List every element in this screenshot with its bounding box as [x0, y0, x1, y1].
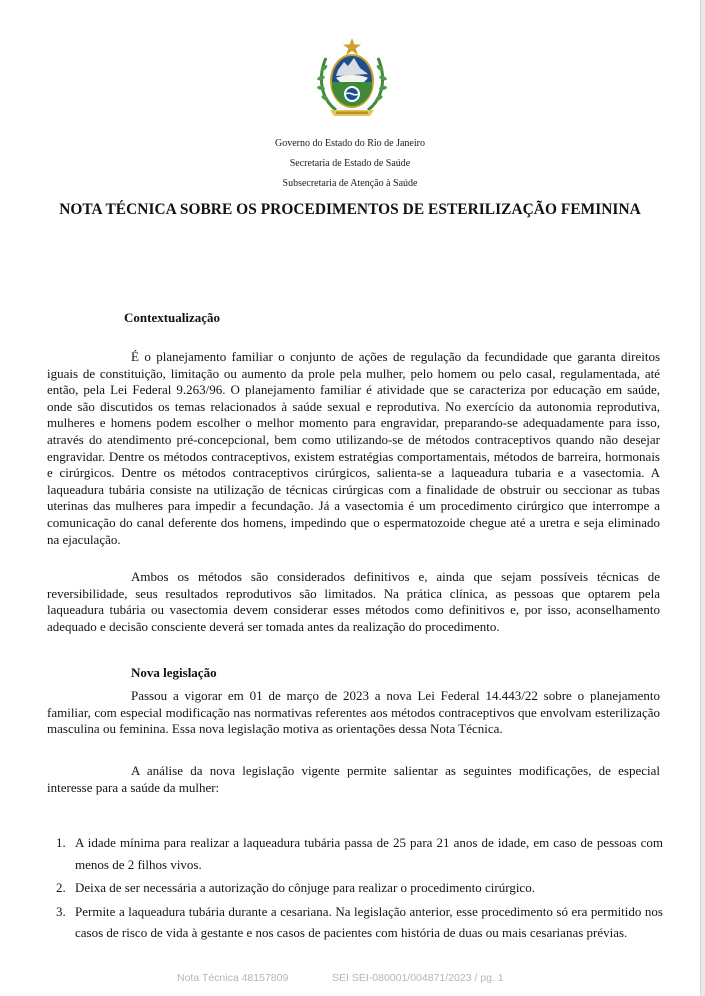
list-item-number: 2.: [56, 880, 66, 895]
paragraph-nova-legislacao-1: [47, 688, 660, 738]
viewer-scrollbar-edge[interactable]: [700, 0, 705, 996]
header-secretariat-line: Secretaria de Estado de Saúde: [289, 158, 411, 169]
paragraph-contextualizacao-2: [47, 569, 660, 635]
footer-doc-number: Nota Técnica 48157809: [177, 972, 289, 984]
paragraph-text: É o planejamento familiar o conjunto de ações de regulação da fecundidade que garanta direitos iguais de constituição, limitação ou aumento da prole pela mulher, pelo homem ou pelo casal, regulamentada, até então, pela Lei Federal 9.263/96. O planejamento familiar é atividade que se caracteriza por educação em saúde, onde são discutidos os temas relacionados à saúde sexual e reprodutiva. No exercício da autonomia reprodutiva, mulheres e homens podem escolher o melhor momento para engravidar, preparando-se adequadamente para isso, através do atendimento pré-concepcional, bem como utilizando-se de métodos contraceptivos quando não desejar engravidar. Dentre os métodos contraceptivos, existem estratégias comportamentais, métodos de barreira, hormonais e cirúrgicos. Dentre os métodos contraceptivos cirúrgicos, salienta-se a laqueadura tubaria e a vasectomia. A laqueadura tubária consiste na utilização de técnicas cirúrgicas com a finalidade de obstruir ou seccionar as tubas uterinas das mulheres para impedir a fecundação. Já a vasectomia é um procedimento cirúrgico que interrompe a comunicação do canal deferente dos homens, impedindo que o espermatozoide chegue até a uretra e seja eliminado na ejaculação.: [47, 349, 660, 547]
list-item-number: 3.: [56, 903, 66, 919]
list-item-text: A idade mínima para realizar a laqueadura tubária passa de 25 para 21 anos de idade, em caso de pessoas com menos de 2 filhos vivos.: [75, 835, 663, 872]
footer-sei-reference: SEI SEI-080001/004871/2023 / pg. 1: [332, 972, 504, 984]
section-heading-contextualizacao: Contextualização: [124, 310, 221, 325]
section-heading-nova-legislacao: Nova legislação: [131, 665, 217, 680]
paragraph-text: Ambos os métodos são considerados definitivos e, ainda que sejam possíveis técnicas de reversibilidade, seus resultados reprodutivos são limitados. Na prática clínica, as pessoas que optarem pela laqueadura tubária ou vasectomia devem considerar esses métodos como definitivos e, por isso, aconselhamento adequado e decisão consciente deverá ser tomada antes da realização do procedimento.: [47, 569, 660, 634]
list-item-number: 1.: [56, 835, 66, 850]
paragraph-text: Passou a vigorar em 01 de março de 2023 a nova Lei Federal 14.443/22 sobre o planejamento familiar, com especial modificação nas normativas referentes aos métodos contraceptivos que envolvam esterilização masculina ou feminina. Essa nova legislação motiva as orientações dessa Nota Técnica.: [47, 688, 660, 737]
legislation-changes-list: [47, 832, 663, 946]
list-item: [47, 877, 663, 899]
list-item-text: Deixa de ser necessária a autorização do cônjuge para realizar o procedimento cirúrgico.: [75, 880, 535, 895]
paragraph-text: A análise da nova legislação vigente permite salientar as seguintes modificações, de especial interesse para a saúde da mulher:: [47, 763, 660, 795]
coat-of-arms-icon: [314, 36, 390, 122]
header-government-line: Governo do Estado do Rio de Janeiro: [275, 138, 425, 149]
paragraph-contextualizacao-1: [47, 349, 660, 548]
list-item: [47, 901, 663, 944]
list-item: [47, 832, 663, 875]
paragraph-nova-legislacao-2: [47, 763, 660, 796]
header-organization: [0, 134, 700, 194]
header-subsecretariat-line: Subsecretaria de Atenção à Saúde: [282, 178, 418, 189]
list-item-text: Permite a laqueadura tubária durante a cesariana. Na legislação anterior, esse procedimento só era permitido nos casos de risco de vida à gestante e nos casos de pacientes com história de duas ou mais cesarianas prévias.: [75, 903, 663, 940]
document-title: NOTA TÉCNICA SOBRE OS PROCEDIMENTOS DE ESTERILIZAÇÃO FEMININA: [59, 201, 641, 218]
